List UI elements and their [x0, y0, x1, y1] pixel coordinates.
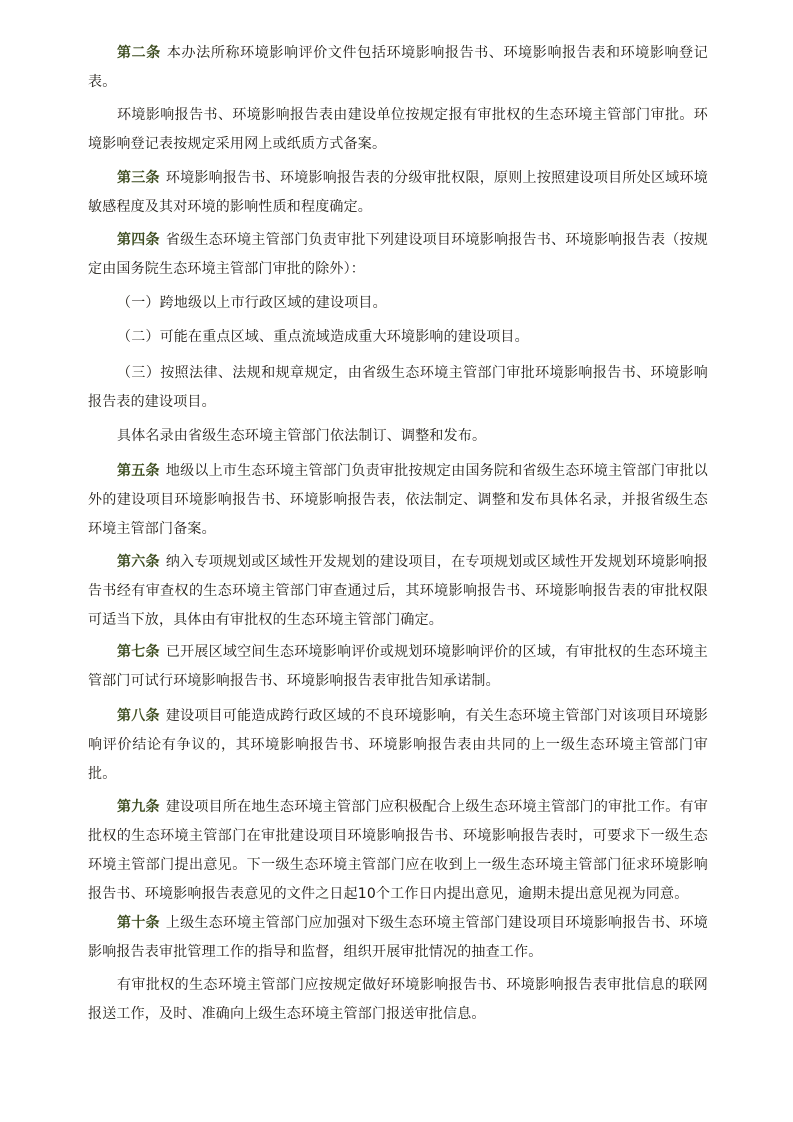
article-heading: 第七条 — [117, 644, 160, 660]
paragraph-article-2 — [88, 39, 708, 97]
paragraph-text: （一）跨地级以上市行政区域的建设项目。 — [117, 295, 387, 311]
paragraph-item-1 — [88, 289, 708, 318]
paragraph-text: 建设项目所在地生态环境主管部门应积极配合上级生态环境主管部门的审批工作。有审批权的生态环境主管部门在审批建设项目环境影响报告书、环境影响报告表时，可要求下一级生态环境主管部门提出意见。下一级生态环境主管部门应在收到上一级生态环境主管部门征求环境影响报告书、环境影响报告表意见的文件之日起10个工作日内提出意见，逾期未提出意见视为同意。 — [88, 799, 708, 902]
article-heading: 第六条 — [117, 554, 160, 570]
paragraph-text: 环境影响报告书、环境影响报告表由建设单位按规定报有审批权的生态环境主管部门审批。环境影响登记表按规定采用网上或纸质方式备案。 — [88, 107, 708, 152]
paragraph-text: （二）可能在重点区域、重点流域造成重大环境影响的建设项目。 — [117, 329, 529, 345]
paragraph-text: 纳入专项规划或区域性开发规划的建设项目，在专项规划或区域性开发规划环境影响报告书经有审查权的生态环境主管部门审查通过后，其环境影响报告书、环境影响报告表的审批权限可适当下放，具体由有审批权的生态环境主管部门确定。 — [88, 554, 708, 628]
article-heading: 第八条 — [117, 708, 160, 724]
paragraph-text: 环境影响报告书、环境影响报告表的分级审批权限，原则上按照建设项目所处区域环境敏感程度及其对环境的影响性质和程度确定。 — [88, 170, 708, 215]
paragraph-text: 已开展区域空间生态环境影响评价或规划环境影响评价的区域，有审批权的生态环境主管部门可试行环境影响报告书、环境影响报告表审批告知承诺制。 — [88, 644, 708, 689]
paragraph-text: 地级以上市生态环境主管部门负责审批按规定由国务院和省级生态环境主管部门审批以外的建设项目环境影响报告书、环境影响报告表，依法制定、调整和发布具体名录，并报省级生态环境主管部门备案。 — [88, 463, 708, 537]
article-heading: 第九条 — [117, 799, 160, 815]
article-heading: 第二条 — [117, 45, 161, 61]
paragraph-article-8 — [88, 702, 708, 789]
article-heading: 第十条 — [117, 915, 160, 931]
paragraph-text: 建设项目可能造成跨行政区域的不良环境影响，有关生态环境主管部门对该项目环境影响评价结论有争议的，其环境影响报告书、环境影响报告表由共同的上一级生态环境主管部门审批。 — [88, 708, 708, 782]
paragraph-text: 省级生态环境主管部门负责审批下列建设项目环境影响报告书、环境影响报告表（按规定由国务院生态环境主管部门审批的除外）： — [88, 232, 708, 277]
article-heading: 第四条 — [117, 232, 160, 248]
paragraph-article-4-list-note — [88, 422, 708, 451]
paragraph-article-10 — [88, 909, 708, 967]
paragraph-article-2-cont — [88, 101, 708, 159]
paragraph-article-5 — [88, 457, 708, 544]
paragraph-text: 具体名录由省级生态环境主管部门依法制订、调整和发布。 — [117, 428, 487, 444]
paragraph-text: 本办法所称环境影响评价文件包括环境影响报告书、环境影响报告表和环境影响登记表。 — [88, 45, 708, 90]
paragraph-article-7 — [88, 638, 708, 696]
paragraph-article-10-cont — [88, 971, 708, 1029]
paragraph-article-9 — [88, 793, 708, 909]
article-heading: 第三条 — [117, 170, 160, 186]
paragraph-article-3 — [88, 164, 708, 222]
paragraph-article-4 — [88, 226, 708, 284]
paragraph-text: 有审批权的生态环境主管部门应按规定做好环境影响报告书、环境影响报告表审批信息的联网报送工作，及时、准确向上级生态环境主管部门报送审批信息。 — [88, 977, 708, 1022]
paragraph-item-3 — [88, 359, 708, 417]
paragraph-article-6 — [88, 548, 708, 635]
paragraph-text: （三）按照法律、法规和规章规定，由省级生态环境主管部门审批环境影响报告书、环境影响报告表的建设项目。 — [88, 365, 708, 410]
paragraph-item-2 — [88, 323, 708, 352]
article-heading: 第五条 — [117, 463, 160, 479]
paragraph-text: 上级生态环境主管部门应加强对下级生态环境主管部门建设项目环境影响报告书、环境影响报告表审批管理工作的指导和监督，组织开展审批情况的抽查工作。 — [88, 915, 708, 960]
